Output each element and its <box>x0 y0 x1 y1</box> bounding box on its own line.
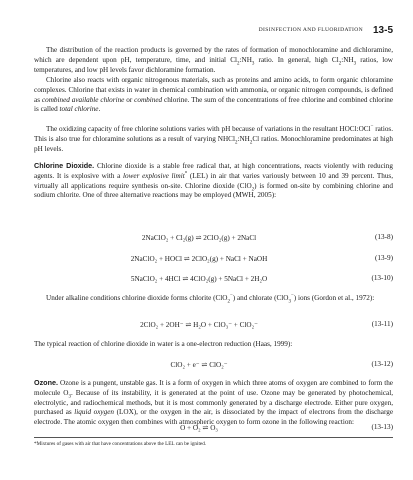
equation-13-12: ClO₂ + e⁻ ⇌ ClO₂⁻ (13-12) <box>170 360 393 369</box>
paragraph-combined-chlorine: Chlorine also reacts with organic nitrogenous materials, such as proteins and amino acids, to form organic chloramine complexes. Chlorine that exists in water in chemical combination with ammonia, or organic nitrogen compounds, is defined as combined available chlorine or combined chlorine. The sum of the concentrations of free chlorine and combined chlorine is called total chlorine. <box>34 76 393 114</box>
footnote: *Mixtures of gases with air that have concentrations above the LEL can be ignited. <box>34 441 207 447</box>
section-heading-chlorine-dioxide: Chlorine Dioxide. <box>34 161 95 170</box>
running-header <box>259 21 393 35</box>
paragraph-alkaline-conditions: Under alkaline conditions chlorine dioxide forms chlorite (ClO$_2$−) and chlorate (ClO$_3$−) ions (Gordon et al., 1972): <box>46 293 375 305</box>
paragraph-reaction-distribution: The distribution of the reaction products is governed by the rates of formation of monochloramine and dichloramine, which are dependent upon pH, temperature, time, and initial $Cl_2:NH_3$ ratio. In general, high $Cl_2:NH_3$ ratios, low temperatures, and low pH levels favor dichloramine formation. <box>34 46 393 74</box>
running-title: DISINFECTION AND FLUORIDATION <box>258 27 363 34</box>
equation-13-11: 2ClO₂ + 2OH⁻ ⇌ H₂O + ClO₃⁻ + ClO₂⁻ (13-11) <box>140 320 393 329</box>
section-ozone: Ozone. Ozone is a pungent, unstable gas. It is a form of oxygen in which three atoms of oxygen are combined to form the molecule $O_3$. Because of its instability, it is generated at the point of use. Ozone may be generated by photochemical, electrolytic, and radiochemical methods, but it is most commonly generated by a discharge electrode. Either pure oxygen, purchased as liquid oxygen (LOX), or the oxygen in the air, is dissociated by the impact of electrons from the discharge electrode. The atomic oxygen then combines with atmospheric oxygen to form ozone in the following reaction: <box>34 378 394 427</box>
equation-13-13: O + O₂ ⇌ O₃ (13-13) <box>180 423 393 432</box>
paragraph-typical-reaction: The typical reaction of chlorine dioxide in water is a one-electron reduction (Haas, 1999): <box>34 340 293 348</box>
section-heading-ozone: Ozone. <box>34 378 58 387</box>
equation-13-10: 5NaClO₂ + 4HCl ⇌ 4ClO₂(g) + 5NaCl + 2H₂O (13-10) <box>130 274 393 283</box>
section-chlorine-dioxide: Chlorine Dioxide. Chlorine dioxide is a stable free radical that, at high concentrations, reacts violently with reducing agents. It is explosive with a lower explosive limit* (LEL) in air that varies variously between 10 and 39 percent. Thus, virtually all applications require synthesis on-site. Chlorine dioxide (ClO$_2$) is formed on-site by combining chlorine and sodium chlorite. One of three alternative reactions may be employed (MWH, 2005): <box>34 161 394 200</box>
footnote-rule <box>34 437 393 438</box>
equation-13-9: 2NaClO₂ + HOCl ⇌ 2ClO₂(g) + NaCl + NaOH (13-9) <box>130 254 393 263</box>
paragraph-oxidizing-capacity: The oxidizing capacity of free chlorine solutions varies with pH because of variations in the resultant HOCl:OCl− ratios. This is also true for chloramine solutions as a result of varying $NHCl_2:NH_2Cl$ ratios. Monochloramine predominates at high pH levels. <box>34 124 394 153</box>
page-number: 13-5 <box>372 24 393 36</box>
equation-13-8: 2NaClO₂ + Cl₂(g) ⇌ 2ClO₂(g) + 2NaCl (13-8) <box>141 233 393 242</box>
